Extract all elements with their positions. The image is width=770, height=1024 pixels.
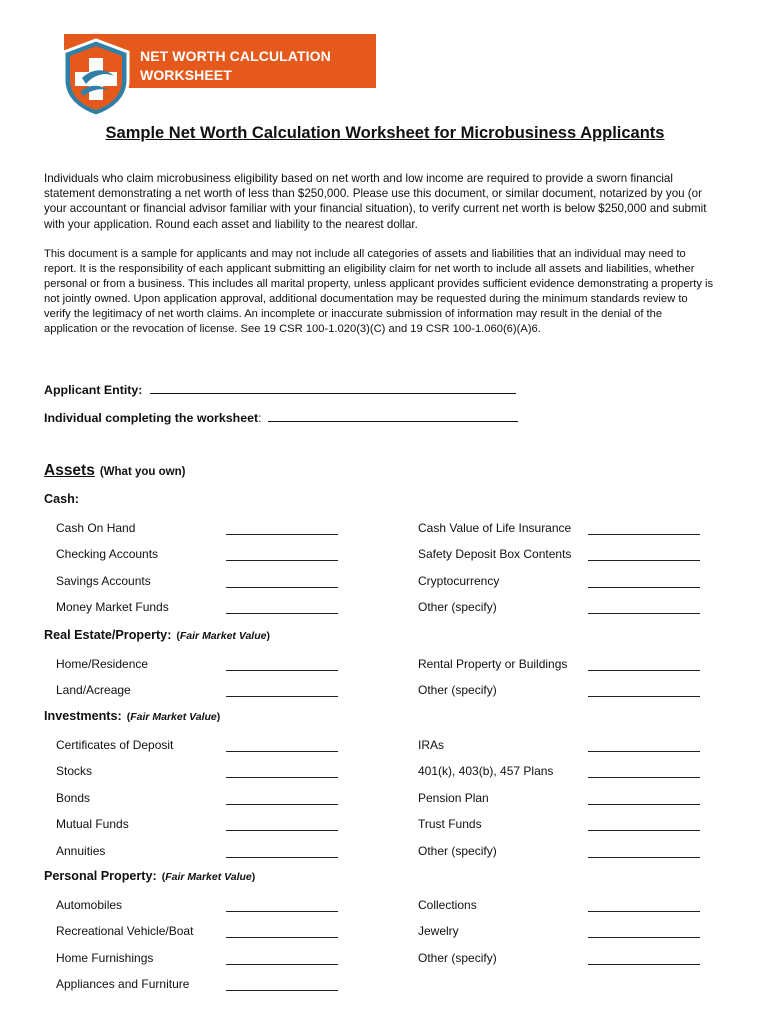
applicant-entity-label: Applicant Entity: [44, 383, 143, 397]
section-heading-investments [44, 709, 220, 723]
asset-label-other-specify: Other (specify) [418, 600, 497, 615]
asset-amount-field-appliances-and-furniture[interactable] [226, 978, 338, 991]
asset-amount-field-home-furnishings[interactable] [226, 952, 338, 965]
asset-amount-field-other-specify[interactable] [588, 845, 700, 858]
asset-label-trust-funds: Trust Funds [418, 817, 482, 832]
asset-amount-field-savings-accounts[interactable] [226, 575, 338, 588]
asset-amount-field-safety-deposit-box-contents[interactable] [588, 548, 700, 561]
asset-amount-field-401-k-403-b-457-plans[interactable] [588, 765, 700, 778]
section-title: Personal Property: [44, 869, 157, 883]
asset-label-home-residence: Home/Residence [56, 657, 149, 671]
banner-title-line1: NET WORTH CALCULATION [140, 48, 331, 64]
asset-amount-field-pension-plan[interactable] [588, 792, 700, 805]
asset-amount-field-money-market-funds[interactable] [226, 601, 338, 614]
asset-amount-field-rental-property-or-buildings[interactable] [588, 658, 700, 671]
asset-amount-field-stocks[interactable] [226, 765, 338, 778]
asset-amount-field-other-specify[interactable] [588, 952, 700, 965]
document-title: Sample Net Worth Calculation Worksheet for Microbusiness Applicants [105, 124, 665, 142]
asset-label-home-furnishings: Home Furnishings [56, 950, 154, 965]
asset-label-iras: IRAs [418, 738, 445, 752]
asset-amount-field-certificates-of-deposit[interactable] [226, 739, 338, 752]
section-note: (Fair Market Value) [126, 711, 221, 723]
asset-label-other-specify: Other (specify) [418, 843, 497, 858]
asset-label-stocks: Stocks [56, 764, 93, 779]
section-note: (Fair Market Value) [176, 630, 270, 642]
asset-label-other-specify: Other (specify) [418, 683, 497, 698]
intro-paragraph-1: Individuals who claim microbusiness eligibility based on net worth and low income are required to provide a sworn financial statement demonstrating a net worth of less than $250,000. Please use this document, or similar document, notarized by you (or your accountant or financial advisor familiar with your financial situation), to verify current net worth is below $250,000 and submit with your application. Round each asset and liability to the nearest dollar. [44, 172, 707, 231]
asset-label-certificates-of-deposit: Certificates of Deposit [56, 738, 174, 752]
asset-label-jewelry: Jewelry [418, 924, 459, 939]
asset-amount-field-cash-on-hand[interactable] [226, 522, 338, 535]
asset-label-other-specify: Other (specify) [418, 950, 497, 965]
asset-amount-field-collections[interactable] [588, 899, 700, 912]
asset-amount-field-cryptocurrency[interactable] [588, 575, 700, 588]
asset-amount-field-trust-funds[interactable] [588, 818, 700, 831]
asset-amount-field-checking-accounts[interactable] [226, 548, 338, 561]
banner-title [140, 47, 331, 85]
individual-completing-label: Individual completing the worksheet [44, 411, 259, 425]
asset-label-401-k-403-b-457-plans: 401(k), 403(b), 457 Plans [418, 764, 554, 779]
assets-title: Assets [44, 462, 95, 479]
asset-label-bonds: Bonds [56, 790, 91, 805]
asset-amount-field-automobiles[interactable] [226, 899, 338, 912]
section-title: Investments: [44, 709, 122, 723]
asset-label-money-market-funds: Money Market Funds [56, 600, 169, 615]
individual-completing-row [44, 408, 518, 425]
asset-label-land-acreage: Land/Acreage [56, 683, 131, 698]
applicant-entity-field[interactable] [150, 380, 516, 394]
asset-label-cash-value-of-life-insurance: Cash Value of Life Insurance [418, 521, 572, 535]
assets-heading [44, 462, 185, 480]
section-title: Cash: [44, 492, 79, 506]
asset-label-collections: Collections [418, 898, 477, 912]
asset-label-appliances-and-furniture: Appliances and Furniture [56, 977, 190, 992]
asset-amount-field-recreational-vehicle-boat[interactable] [226, 925, 338, 938]
asset-label-automobiles: Automobiles [56, 898, 123, 912]
asset-label-checking-accounts: Checking Accounts [56, 547, 159, 562]
asset-label-annuities: Annuities [56, 843, 106, 858]
asset-amount-field-home-residence[interactable] [226, 658, 338, 671]
asset-amount-field-bonds[interactable] [226, 792, 338, 805]
banner-title-line2: WORKSHEET [140, 67, 232, 83]
section-heading-cash [44, 492, 79, 506]
asset-amount-field-other-specify[interactable] [588, 684, 700, 697]
asset-amount-field-cash-value-of-life-insurance[interactable] [588, 522, 700, 535]
section-title: Real Estate/Property: [44, 628, 172, 642]
asset-label-pension-plan: Pension Plan [418, 790, 489, 805]
individual-completing-field[interactable] [268, 408, 518, 422]
asset-amount-field-annuities[interactable] [226, 845, 338, 858]
individual-completing-colon: : [258, 411, 262, 425]
asset-label-cash-on-hand: Cash On Hand [56, 521, 136, 535]
asset-amount-field-jewelry[interactable] [588, 925, 700, 938]
applicant-entity-row [44, 380, 516, 397]
asset-label-recreational-vehicle-boat: Recreational Vehicle/Boat [56, 924, 194, 939]
asset-label-cryptocurrency: Cryptocurrency [418, 573, 500, 588]
asset-amount-field-other-specify[interactable] [588, 601, 700, 614]
shield-cross-icon [56, 38, 140, 118]
section-heading-personal-property [44, 869, 255, 883]
asset-label-rental-property-or-buildings: Rental Property or Buildings [418, 657, 568, 671]
section-heading-real-estate-property [44, 628, 270, 642]
asset-amount-field-iras[interactable] [588, 739, 700, 752]
intro-paragraph-2: This document is a sample for applicants and may not include all categories of assets and liabilities that an individual may need to report. It is the responsibility of each applicant submitting an eligibility claim for net worth to include all assets and liabilities, whether personal or from a business. This includes all marital property, unless applicant provides sufficient evidence demonstrating a property is not jointly owned. Upon application approval, additional documentation may be requested during the minimum standards review to verify the legitimacy of net worth claims. An incomplete or inaccurate submission of information may result in the denial of the application or the revocation of license. See 19 CSR 100-1.020(3)(C) and 19 CSR 100-1.060(6)(A)6. [44, 248, 714, 335]
asset-amount-field-mutual-funds[interactable] [226, 818, 338, 831]
asset-label-safety-deposit-box-contents: Safety Deposit Box Contents [418, 547, 572, 562]
assets-subtitle: (What you own) [99, 466, 186, 478]
asset-amount-field-land-acreage[interactable] [226, 684, 338, 697]
section-note: (Fair Market Value) [161, 871, 256, 883]
header-banner [42, 34, 376, 88]
asset-label-mutual-funds: Mutual Funds [56, 817, 129, 832]
asset-label-savings-accounts: Savings Accounts [56, 573, 151, 588]
